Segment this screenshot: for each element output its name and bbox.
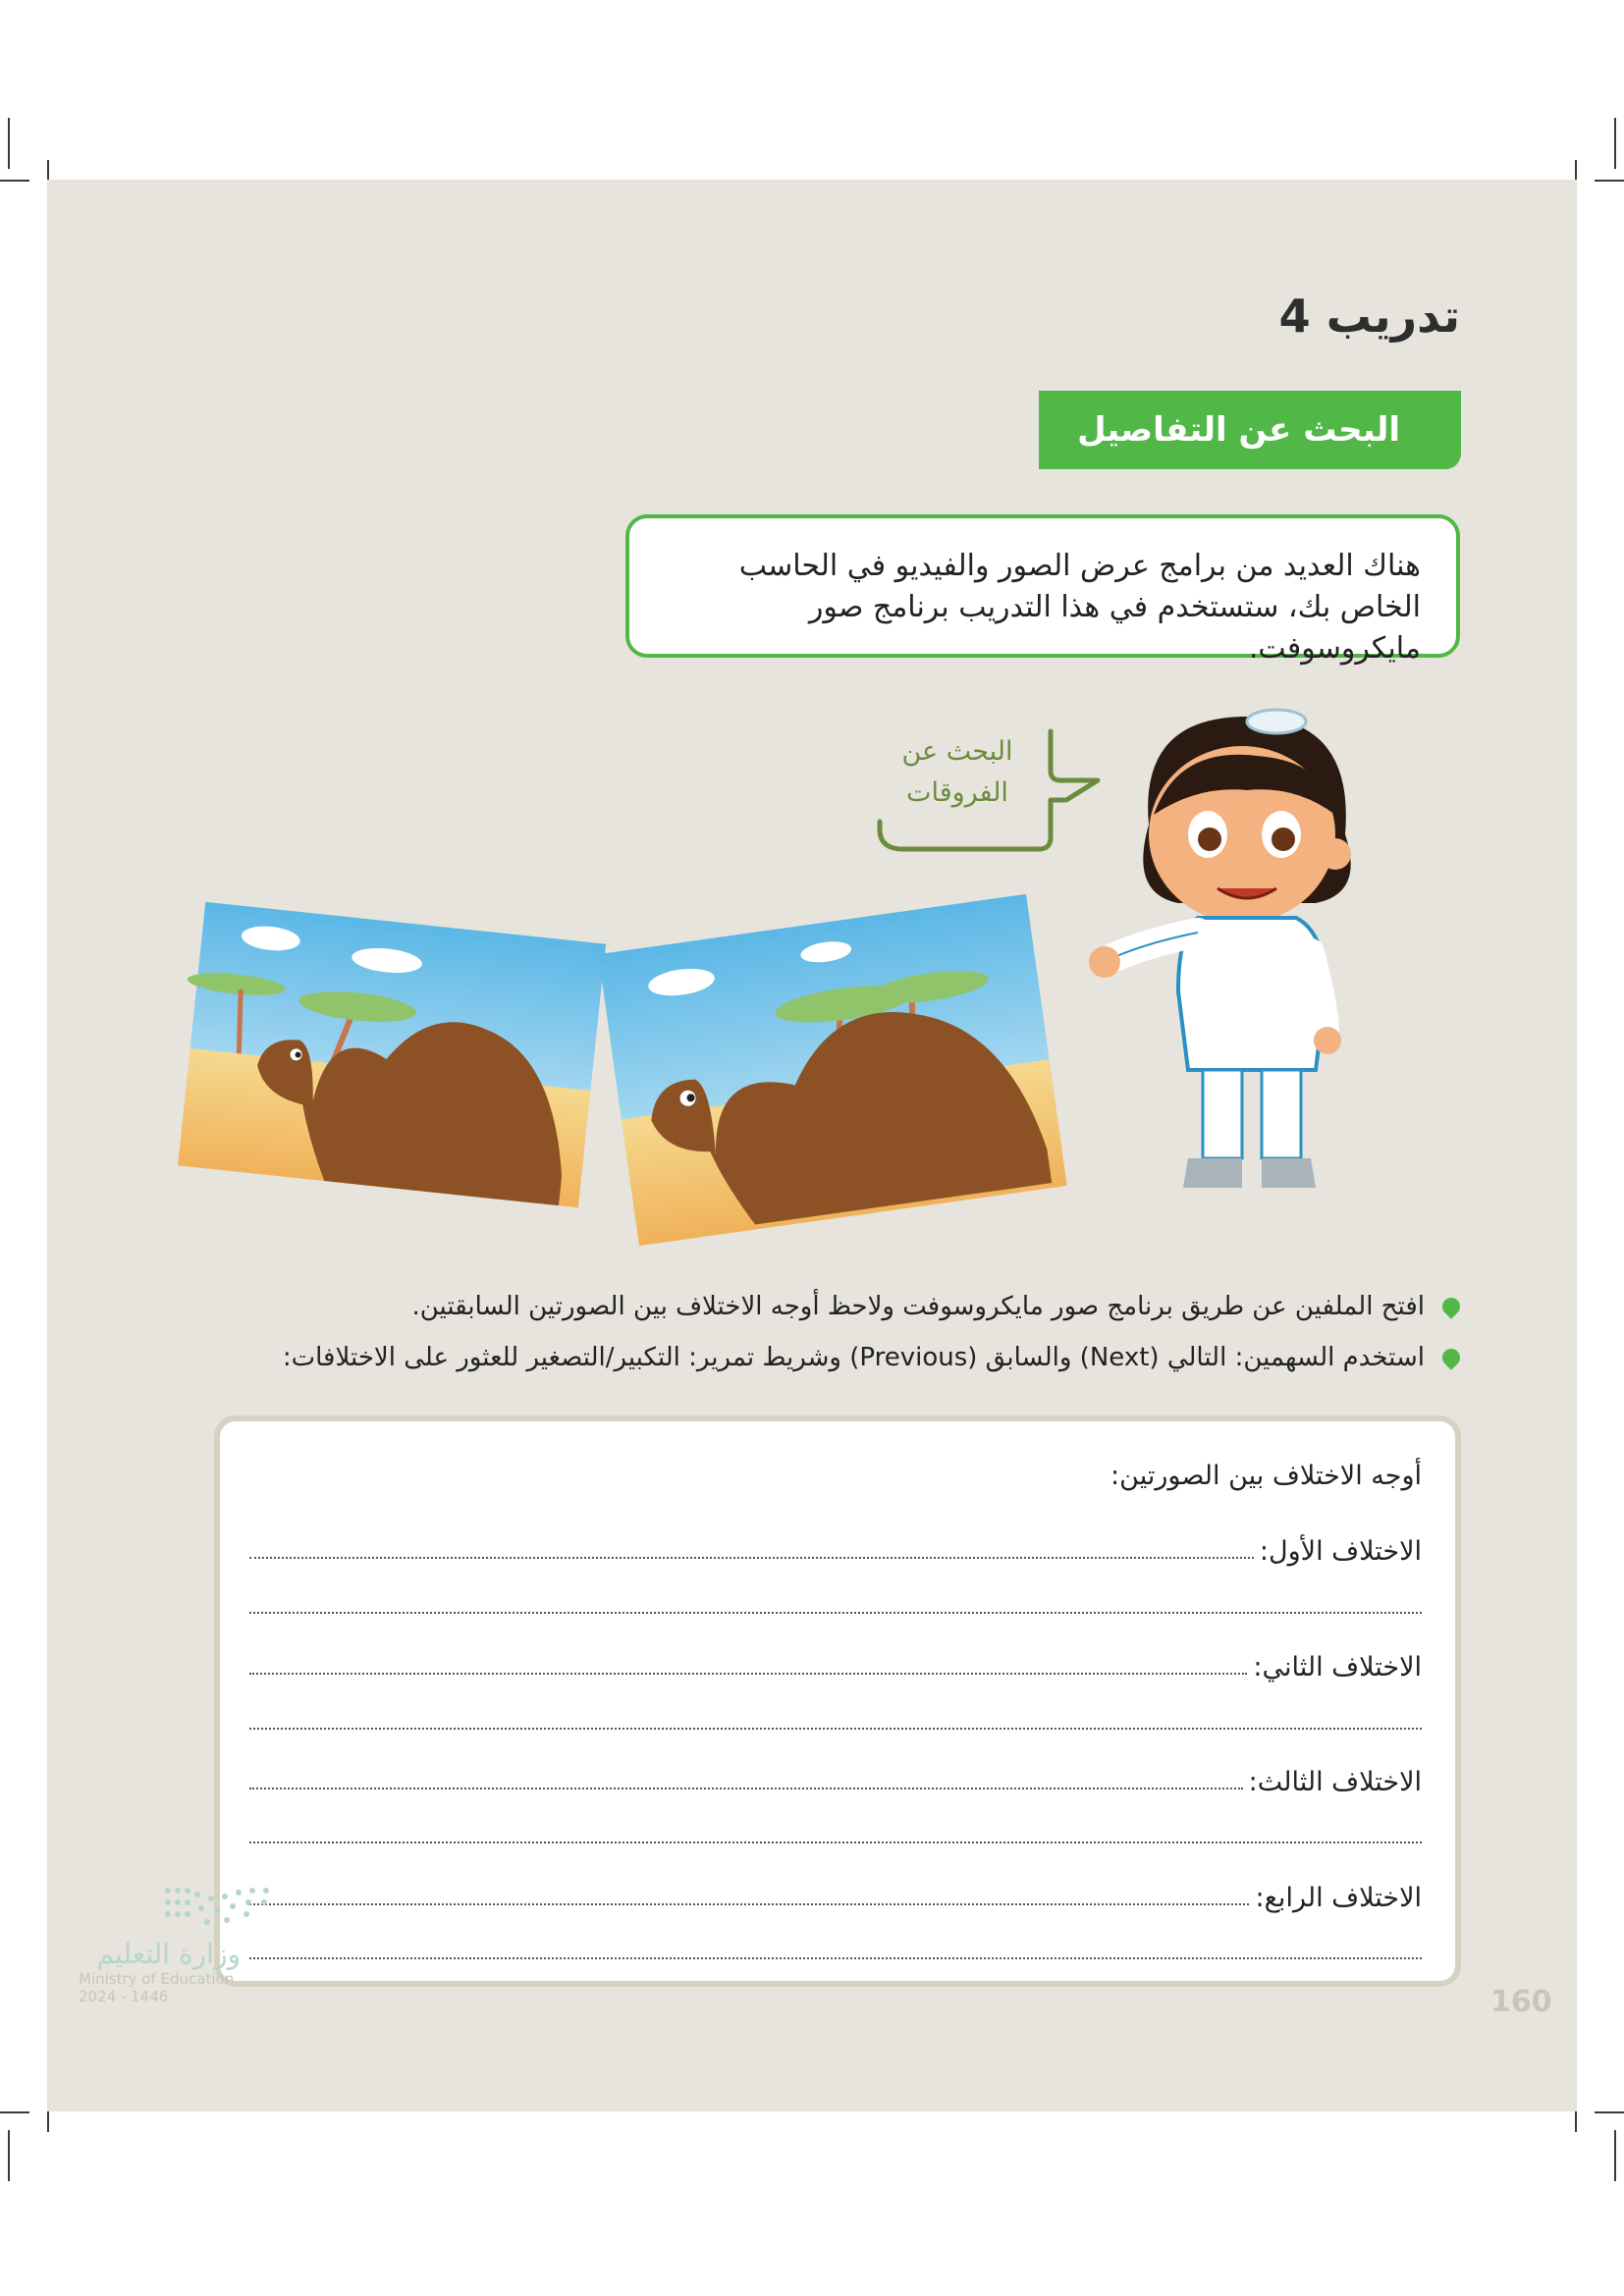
crop-mark: [8, 2130, 10, 2181]
crop-mark: [8, 118, 10, 169]
crop-mark: [1595, 180, 1624, 182]
intro-box: [625, 514, 1460, 666]
bullet-icon: [1438, 1345, 1463, 1369]
answer-line-extra[interactable]: [249, 1728, 1422, 1730]
intro-text: هناك العديد من برامج عرض الصور والفيديو في الحاسب الخاص بك، ستستخدم في هذا التدريب برنامج صور مايكروسوفت.: [738, 549, 1421, 666]
answer-line[interactable]: [249, 1903, 1249, 1905]
answer-heading: أوجه الاختلاف بين الصورتين:: [1110, 1461, 1422, 1491]
camel-image-left: [180, 913, 612, 1217]
exercise-title-text: تدريب: [1326, 290, 1460, 343]
answer-line-extra[interactable]: [249, 1612, 1422, 1614]
answer-line[interactable]: [249, 1673, 1247, 1675]
bubble-line-2: الفروقات: [906, 777, 1008, 808]
answer-line-extra[interactable]: [249, 1957, 1422, 1959]
answer-line-extra[interactable]: [249, 1842, 1422, 1843]
bubble-line-1: البحث عن: [901, 736, 1013, 767]
girl-character-illustration: [1060, 697, 1492, 1207]
speech-bubble-text: [884, 731, 1031, 814]
ministry-logo: [79, 1885, 265, 2005]
crop-mark: [0, 180, 29, 182]
crop-mark: [1614, 118, 1616, 169]
answer-line[interactable]: [249, 1557, 1254, 1559]
ministry-year: 2024 - 1446: [79, 1988, 169, 2005]
instruction-text: استخدم السهمين: التالي (Next) والسابق (Previous) وشريط تمرير: التكبير/التصغير للعثور على الاختلافات:: [282, 1343, 1425, 1372]
instruction-text: افتح الملفين عن طريق برنامج صور مايكروسوفت ولاحظ أوجه الاختلاف بين الصورتين السابقتين.: [411, 1292, 1425, 1321]
instruction-item: [184, 1332, 1460, 1383]
camel-image-right: [587, 883, 1078, 1256]
crop-mark: [1595, 2111, 1624, 2113]
answer-line[interactable]: [249, 1788, 1243, 1789]
answer-row-label: الاختلاف الأول:: [1259, 1536, 1422, 1567]
page-number: 160: [1490, 1985, 1552, 2019]
instruction-item: [184, 1281, 1460, 1332]
answer-row-label: الاختلاف الثالث:: [1248, 1767, 1422, 1797]
exercise-title: [1279, 290, 1460, 343]
answer-row-label: الاختلاف الثاني:: [1253, 1652, 1422, 1682]
ministry-name-en: Ministry of Education: [79, 1970, 235, 1988]
ministry-name-ar: وزارة التعليم: [96, 1938, 241, 1970]
crop-mark: [1614, 2130, 1616, 2181]
crop-mark: [0, 2111, 29, 2113]
banner-label: البحث عن التفاصيل: [1077, 410, 1400, 450]
bullet-icon: [1438, 1294, 1463, 1318]
answer-row-label: الاختلاف الرابع:: [1255, 1883, 1422, 1913]
section-banner: [1039, 391, 1461, 469]
answer-row[interactable]: [249, 1758, 1422, 1797]
answer-box: [214, 1415, 1461, 1987]
answer-row[interactable]: [249, 1643, 1422, 1682]
answer-row[interactable]: [249, 1874, 1422, 1913]
instruction-list: [184, 1281, 1460, 1383]
answer-row[interactable]: [249, 1527, 1422, 1567]
exercise-number: 4: [1278, 290, 1311, 343]
ministry-logo-dots-icon: [162, 1885, 280, 1934]
